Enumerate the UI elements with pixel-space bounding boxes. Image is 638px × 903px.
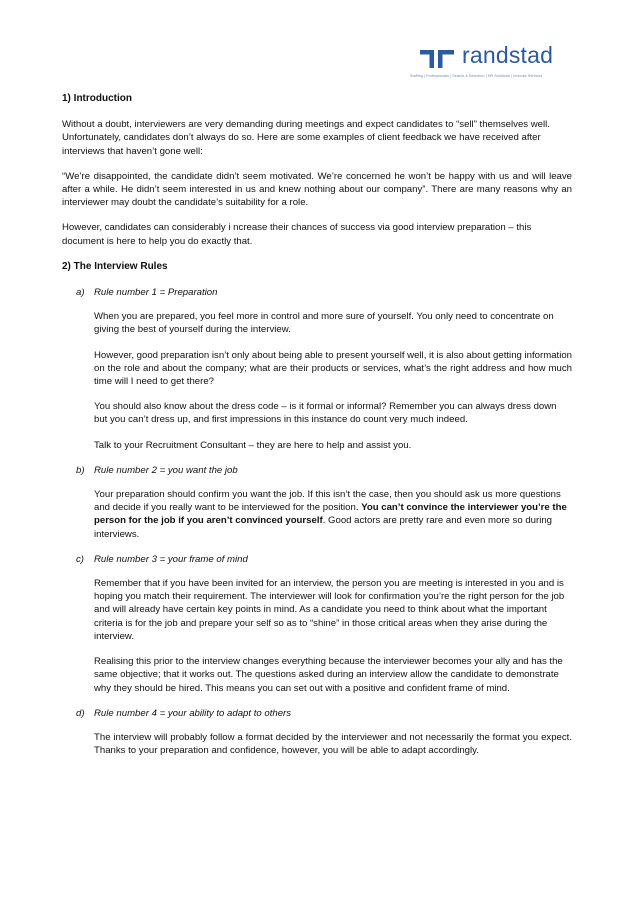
document-content bbox=[62, 92, 572, 769]
randstad-logo bbox=[410, 38, 590, 88]
rule-a-paragraph-1: When you are prepared, you feel more in control and more sure of yourself. You only need to concentrate on giving the best of yourself during the interview. bbox=[94, 311, 554, 336]
rule-b-text-start: Your preparation should confirm you want the job. If this isn’t the case, then you should ask us more questions and decide if you really want to be interviewed for the position. bbox=[94, 489, 561, 514]
rule-a-paragraph-2: However, good preparation isn’t only about being able to present yourself well, it is also about getting information on the role and about the company; what are their products or services, what’s the right address and how much time will I need to get there? bbox=[94, 349, 572, 388]
rule-d-paragraph-1: The interview will probably follow a format decided by the interviewer and not necessarily the format you expect. Thanks to your preparation and confidence, however, you will be able to adapt accordingly. bbox=[94, 731, 572, 757]
rule-a bbox=[62, 286, 572, 452]
logo-tagline: Staffing | Professionals | Search & Selection | HR Solutions | Inhouse Services bbox=[410, 74, 543, 78]
section-heading-introduction: 1) Introduction bbox=[62, 93, 132, 104]
rule-d-title bbox=[76, 707, 572, 720]
rule-c-paragraph-2: Realising this prior to the interview changes everything because the interviewer becomes your ally and has the same objective; that it works out. The questions asked during an interview allow the candidate to demonstrate why they should be hired. This means you can set out with a positive and confident frame of mind. bbox=[94, 656, 563, 694]
rule-c-label: c) bbox=[76, 553, 84, 565]
rule-c-title-text: Rule number 3 = your frame of mind bbox=[94, 553, 248, 565]
rule-b-title bbox=[76, 464, 572, 477]
rule-c bbox=[62, 553, 572, 695]
intro-paragraph-2: “We’re disappointed, the candidate didn’t seem motivated. We’re concerned he won’t be happy with us and will leave after a while. He didn’t seem interested in us and knew nothing about our company”. There are many reasons why an interviewer may doubt the candidate’s suitability for a role. bbox=[62, 170, 572, 209]
rule-a-title-text: Rule number 1 = Preparation bbox=[94, 287, 218, 299]
rule-b-title-text: Rule number 2 = you want the job bbox=[94, 464, 238, 476]
rule-b-text-end: . Good actors are pretty rare and even more so during interviews. bbox=[94, 515, 552, 540]
rule-b-label: b) bbox=[76, 464, 85, 476]
rule-b bbox=[62, 464, 572, 541]
rule-d-label: d) bbox=[76, 707, 85, 719]
intro-paragraph-3: However, candidates can considerably i ncrease their chances of success via good interview preparation – this document is here to help you do exactly that. bbox=[62, 222, 532, 247]
rule-b-text-bold: You can’t convince the interviewer you’re the person for the job if you aren’t convinced yourself bbox=[94, 502, 567, 527]
rule-a-label: a) bbox=[76, 287, 85, 299]
rule-a-paragraph-3: You should also know about the dress code – is it formal or informal? Remember you can always dress down but you can’t dress up, and first impressions in this instance do count very much indeed. bbox=[94, 401, 557, 426]
rule-a-paragraph-4: Talk to your Recruitment Consultant – they are here to help and assist you. bbox=[94, 439, 412, 451]
rule-d bbox=[62, 707, 572, 758]
rule-d-title-text: Rule number 4 = your ability to adapt to others bbox=[94, 707, 292, 719]
rule-c-title bbox=[76, 553, 572, 566]
intro-paragraph-1: Without a doubt, interviewers are very demanding during meetings and expect candidates to “sell” themselves well. Unfortunately, candidates don’t always do so. Here are some examples of client feedback we have received after interviews that haven’t gone well: bbox=[62, 119, 550, 157]
logo-wordmark: randstad bbox=[462, 42, 554, 68]
randstad-logo-mark-icon bbox=[420, 46, 460, 72]
section-heading-interview-rules: 2) The Interview Rules bbox=[62, 260, 168, 272]
rule-b-paragraph-1 bbox=[94, 488, 572, 541]
rule-c-paragraph-1: Remember that if you have been invited for an interview, the person you are meeting is interested in you and is hoping you match their requirement. The interviewer will look for confirmation you’re the right person for the job and will already have certain key points in mind. As a candidate you need to think about what the important criteria is for the job and prepare your self so as to “shine” in those critical areas when they arise during the interview. bbox=[94, 578, 565, 642]
rule-a-title bbox=[76, 286, 572, 299]
